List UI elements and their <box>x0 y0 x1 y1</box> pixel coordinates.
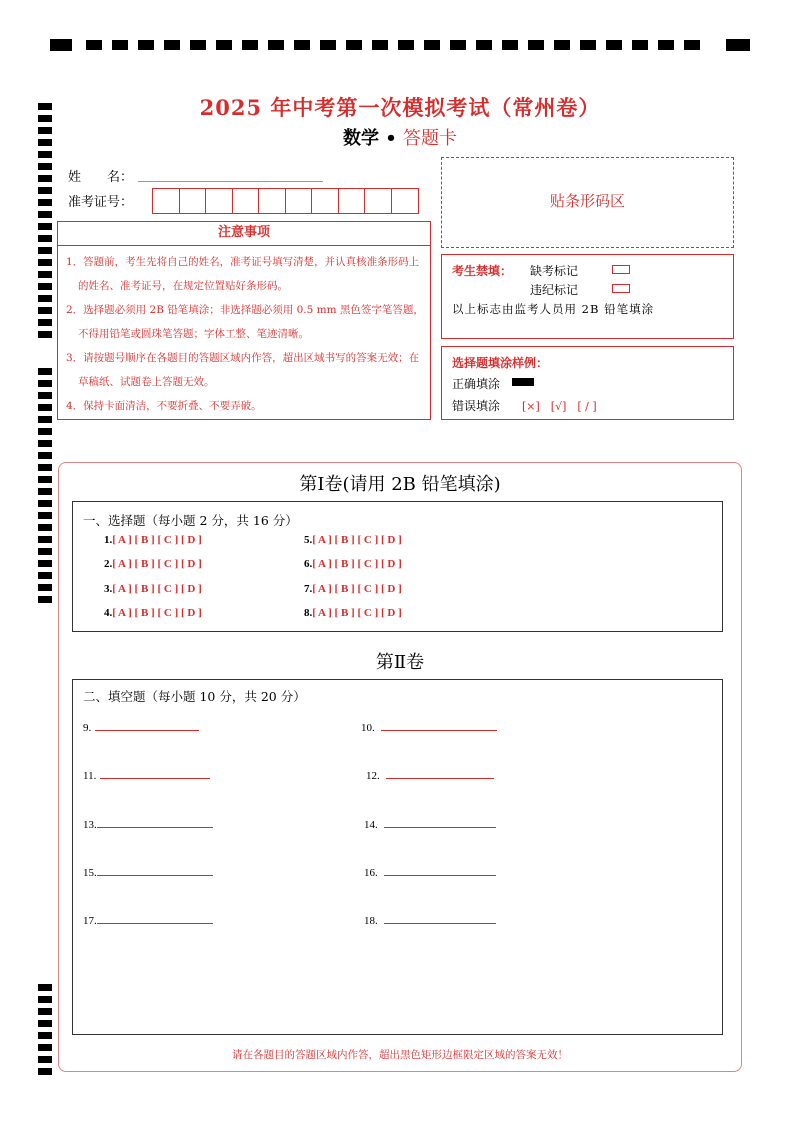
question-number: 14. <box>364 819 378 831</box>
mcq-row-2[interactable] <box>104 558 202 570</box>
mcq-row-5[interactable] <box>304 534 402 546</box>
question-number: 16. <box>364 867 378 879</box>
question-number: 9. <box>83 722 92 734</box>
name-field[interactable] <box>138 168 323 182</box>
mcq-row-1[interactable] <box>104 534 202 546</box>
id-digit-box[interactable] <box>233 189 260 213</box>
correct-fill-label: 正确填涂 <box>452 377 501 391</box>
question-number: 3. <box>104 583 113 595</box>
question-number: 10. <box>361 722 375 734</box>
mcq-options[interactable]: [ A ] [ B ] [ C ] [ D ] <box>112 583 202 595</box>
answer-line[interactable] <box>100 767 210 779</box>
wrong-fill-marks: [×] [√] [ / ] <box>522 400 597 413</box>
id-digit-box[interactable] <box>392 189 419 213</box>
id-digit-box[interactable] <box>180 189 207 213</box>
mcq-row-7[interactable] <box>304 583 402 595</box>
question-number: 6. <box>304 558 313 570</box>
fill-item-12[interactable] <box>366 767 494 782</box>
footer-warning: 请在各题目的答题区域内作答，超出黑色矩形边框限定区域的答案无效！ <box>232 1049 568 1061</box>
id-digit-box[interactable] <box>206 189 233 213</box>
id-digit-box[interactable] <box>153 189 180 213</box>
absent-label: 缺考标记 <box>530 264 579 278</box>
name-label: 姓 名： <box>68 170 134 185</box>
mcq-options[interactable]: [ A ] [ B ] [ C ] [ D ] <box>112 534 202 546</box>
notice-item: 3．请按题号顺序在各题目的答题区域内作答，超出区域书写的答案无效；在草稿纸、试题卷上答题无效。 <box>66 352 420 388</box>
fill-item-9[interactable] <box>83 719 199 734</box>
fill-item-16[interactable] <box>364 864 496 879</box>
id-digit-box[interactable] <box>286 189 313 213</box>
question-number: 18. <box>364 915 378 927</box>
part2-heading: 第Ⅱ卷 <box>375 652 425 673</box>
sample-heading: 选择题填涂样例： <box>452 356 549 370</box>
mcq-options[interactable]: [ A ] [ B ] [ C ] [ D ] <box>312 607 402 619</box>
violation-mark-box[interactable] <box>612 284 630 293</box>
answer-line[interactable] <box>384 912 496 924</box>
answer-line[interactable] <box>97 912 213 924</box>
fill-item-13[interactable] <box>83 816 213 831</box>
question-number: 11. <box>83 770 97 782</box>
barcode-area: 贴条形码区 <box>441 157 734 248</box>
exam-subtitle <box>0 124 800 150</box>
mcq-options[interactable]: [ A ] [ B ] [ C ] [ D ] <box>312 583 402 595</box>
mcq-row-3[interactable] <box>104 583 202 595</box>
question-number: 4. <box>104 607 113 619</box>
question-number: 2. <box>104 558 113 570</box>
id-digit-box[interactable] <box>339 189 366 213</box>
mcq-row-4[interactable] <box>104 607 202 619</box>
question-number: 1. <box>104 534 113 546</box>
absent-mark-box[interactable] <box>612 265 630 274</box>
notice-item: 2．选择题必须用 2B 铅笔填涂；非选择题必须用 0.5 mm 黑色签字笔答题，不得用铅笔或圆珠笔答题；字体工整、笔迹清晰。 <box>66 304 424 340</box>
prohibited-panel <box>441 254 734 339</box>
mcq-options[interactable]: [ A ] [ B ] [ C ] [ D ] <box>112 558 202 570</box>
subject-label: 数学 <box>342 128 379 149</box>
mcq-options[interactable]: [ A ] [ B ] [ C ] [ D ] <box>112 607 202 619</box>
choice-section-title: 一、选择题（每小题 2 分，共 16 分） <box>83 513 298 528</box>
fill-item-11[interactable] <box>83 767 210 782</box>
question-number: 8. <box>304 607 313 619</box>
fill-section-title: 二、填空题（每小题 10 分，共 20 分） <box>83 689 306 704</box>
question-number: 13. <box>83 819 97 831</box>
answer-line[interactable] <box>384 864 496 876</box>
filled-mark-sample <box>512 378 534 386</box>
notice-item: 4．保持卡面清洁，不要折叠、不要弄破。 <box>66 400 262 412</box>
exam-title: 2025 年中考第一次模拟考试（常州卷） <box>199 95 601 120</box>
question-number: 12. <box>366 770 380 782</box>
id-label: 准考证号： <box>68 195 134 210</box>
notice-item: 1．答题前，考生先将自己的姓名，准考证号填写清楚，并认真核准条形码上的姓名、准考证号，在规定位置贴好条形码。 <box>66 256 420 292</box>
answer-line[interactable] <box>97 816 213 828</box>
separator-dot: • <box>385 128 397 149</box>
answer-line[interactable] <box>381 719 497 731</box>
answer-card-label: 答题卡 <box>403 128 458 149</box>
id-number-boxes[interactable] <box>152 188 419 214</box>
answer-line[interactable] <box>386 767 494 779</box>
answer-line[interactable] <box>95 719 199 731</box>
mcq-options[interactable]: [ A ] [ B ] [ C ] [ D ] <box>312 558 402 570</box>
part1-heading: 第Ⅰ卷(请用 2B 铅笔填涂) <box>299 474 501 495</box>
mcq-row-6[interactable] <box>304 558 402 570</box>
fill-item-18[interactable] <box>364 912 496 927</box>
question-number: 15. <box>83 867 97 879</box>
fill-item-15[interactable] <box>83 864 213 879</box>
fill-item-17[interactable] <box>83 912 213 927</box>
notice-heading: 注意事项 <box>58 222 430 246</box>
sample-panel <box>441 346 734 420</box>
question-number: 5. <box>304 534 313 546</box>
prohibited-note: 以上标志由监考人员用 2B 铅笔填涂 <box>452 302 655 316</box>
prohibited-heading: 考生禁填： <box>452 264 513 278</box>
id-digit-box[interactable] <box>312 189 339 213</box>
id-digit-box[interactable] <box>259 189 286 213</box>
fill-item-14[interactable] <box>364 816 496 831</box>
question-number: 7. <box>304 583 313 595</box>
mcq-row-8[interactable] <box>304 607 402 619</box>
answer-line[interactable] <box>97 864 213 876</box>
violation-label: 违纪标记 <box>530 283 579 297</box>
mcq-options[interactable]: [ A ] [ B ] [ C ] [ D ] <box>312 534 402 546</box>
id-digit-box[interactable] <box>365 189 392 213</box>
wrong-fill-label: 错误填涂 <box>452 399 501 413</box>
answer-line[interactable] <box>384 816 496 828</box>
question-number: 17. <box>83 915 97 927</box>
fill-item-10[interactable] <box>361 719 497 734</box>
notice-box <box>57 221 431 420</box>
